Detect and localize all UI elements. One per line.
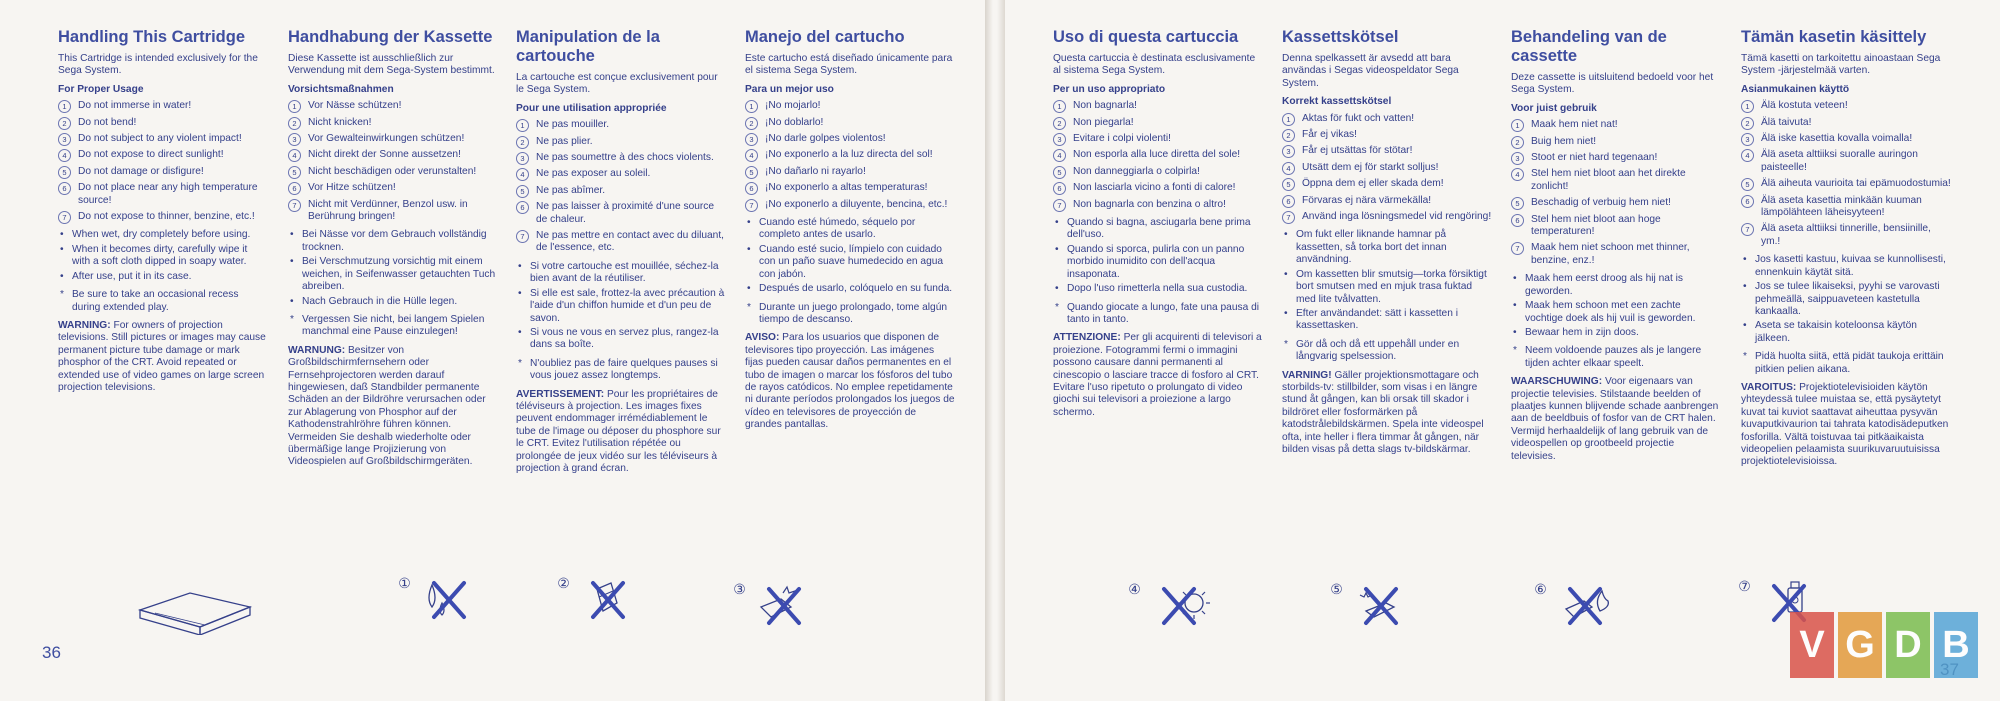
precaution-text: ¡No darle golpes violentos! [765,133,886,145]
precaution-text: Öppna dem ej eller skada dem! [1302,178,1444,190]
item-number: 3 [1282,145,1295,158]
precaution-item [1053,117,1263,129]
care-tip: • Si vous ne vous en servez plus, rangez-la dans sa boîte. [516,327,726,352]
precaution-text: ¡No dañarlo ni rayarlo! [765,165,866,177]
item-number: 6 [58,182,71,195]
page-number-left: 36 [42,643,61,662]
warning-text: Projektiotelevisioiden käytön yhteydessä tulee muistaa se, että pysäytetyt kuvat tai kuviot saattavat aiheuttaa pysyvän kuvaputkivaurion tai tahrata katodisädeputken fosforilla. Vältä toistuvaa tai pitkäaikaista videopelien pelaamista suurikuvaruutuisissa projektiotelevisioissa. [1741,381,1949,468]
rest-note: * Durante un juego prolongado, tome algún tiempo de descanso. [745,302,955,327]
item-number: 2 [516,136,529,149]
precaution-text: Förvaras ej nära värmekälla! [1302,194,1432,206]
precaution-list [1053,100,1263,211]
precaution-item [1282,113,1492,125]
care-tip: • Jos kasetti kastuu, kuivaa se kunnollisesti, ennenkuin käytät sitä. [1741,254,1951,279]
precaution-text: Non lasciarla vicino a fonti di calore! [1073,182,1236,194]
precaution-item [288,199,498,224]
precaution-text: Evitare i colpi violenti! [1073,133,1171,145]
item-number: 4 [516,168,529,181]
precaution-text: Do not expose to thinner, benzine, etc.! [78,211,255,223]
item-number: 1 [1282,113,1295,126]
precaution-item [745,199,955,211]
care-tip: • Quando si bagna, asciugarla bene prima dell'uso. [1053,217,1263,242]
item-number: 3 [516,152,529,165]
item-number: 3 [1053,133,1066,146]
precaution-text: Non piegarla! [1073,116,1134,128]
item-number: 4 [288,149,301,162]
prohibited-cross-icon [1570,589,1600,623]
precaution-item [1282,162,1492,174]
care-tip: • Jos se tulee likaiseksi, pyyhi se varovasti pehmeällä, saippuaveteen kastetulla kankaalla. [1741,281,1951,318]
item-number: 2 [1511,136,1524,149]
precaution-item [1282,129,1492,141]
item-number: 5 [1053,166,1066,179]
precaution-item [1511,168,1721,193]
care-tip: • When wet, dry completely before using. [58,229,268,241]
precaution-text: Do not damage or disfigure! [78,165,204,177]
item-number: 6 [288,182,301,195]
precaution-item [1282,145,1492,157]
precaution-item [58,211,268,223]
care-tip: • When it becomes dirty, carefully wipe it with a soft cloth dipped in soapy water. [58,244,268,269]
precaution-text: Buig hem niet! [1531,135,1597,147]
precaution-text: Nicht beschädigen oder verunstalten! [308,165,477,177]
column-title: Handling This Cartridge [58,28,246,46]
language-column [1511,28,1721,469]
precaution-item [745,182,955,194]
rest-note: * Vergessen Sie nicht, bei langem Spielen manchmal eine Pause einzulegen! [288,314,498,339]
precaution-text: Stel hem niet bloot aan het direkte zonlicht! [1531,168,1686,192]
warning-label: WAARSCHUWING: [1511,376,1603,388]
language-column [1282,28,1492,462]
warning-text: Voor eigenaars van projectie televisies. Stilstaande beelden of plaatjes kunnen blijvende schade aanbrengen aan de beeldbuis of fosfor van de CRT halen. Vermijd herhaaldelijk of lang gebruik van de videospellen op grootbeeld projectie televisies. [1511,376,1719,462]
precaution-item [1053,199,1263,211]
impact-icon [755,581,825,631]
care-tips-list [1053,217,1263,295]
warning-paragraph [516,389,726,476]
precaution-text: Non bagnarla! [1073,100,1138,112]
item-number: 7 [288,199,301,212]
usage-heading: For Proper Usage [58,83,144,95]
language-column [1053,28,1263,425]
care-tip: • Cuando esté húmedo, séquelo por completo antes de usarlo. [745,217,955,242]
item-number: 5 [1511,197,1524,210]
precaution-text: Vor Nässe schützen! [308,100,402,112]
precaution-text: Ne pas mettre en contact avec du diluant, de l'essence, etc. [536,230,725,254]
item-number: 3 [1741,133,1754,146]
precaution-text: Älä aiheuta vaurioita tai epämuodostumia! [1761,178,1951,190]
item-number: 4 [745,149,758,162]
item-number: 5 [288,166,301,179]
item-number: 3 [1511,152,1524,165]
precaution-text: Nicht direkt der Sonne aussetzen! [308,149,461,161]
precaution-item [1511,197,1721,209]
warning-label: VARNING! [1282,369,1332,381]
item-number: 5 [745,166,758,179]
precaution-list [745,100,955,211]
item-number: 6 [1741,195,1754,208]
warning-paragraph [1053,332,1263,419]
logo-letter: D [1886,612,1930,678]
item-number: 7 [1741,223,1754,236]
precaution-text: Vor Hitze schützen! [308,182,396,194]
vgdb-watermark-logo [1790,612,1990,682]
rest-note: * Gör då och då ett uppehåll under en långvarig spelsession. [1282,339,1492,364]
prohibited-cross-icon [1164,589,1194,623]
language-column [745,28,955,438]
usage-heading: Pour une utilisation appropriée [516,102,667,114]
column-title: Uso di questa cartuccia [1053,28,1239,46]
item-number: 3 [745,133,758,146]
column-title: Manejo del cartucho [745,28,905,46]
item-number: 4 [58,149,71,162]
care-tip: • Después de usarlo, colóquelo en su funda. [745,283,955,295]
precaution-item [1511,152,1721,164]
item-number: 7 [745,199,758,212]
illustration-number: ② [557,575,570,591]
precaution-text: Non bagnarla con benzina o altro! [1073,198,1226,210]
item-number: 7 [1282,211,1295,224]
illustration-number: ④ [1128,581,1141,597]
care-tip: • After use, put it in its case. [58,271,268,283]
precaution-text: ¡No exponerlo a diluyente, bencina, etc.! [765,198,948,210]
column-title: Manipulation de la cartouche [516,28,660,65]
precaution-item [1053,133,1263,145]
precaution-text: Älä aseta kasettia minkään kuuman lämpölähteen läheisyyteen! [1761,194,1922,219]
precaution-list [58,100,268,223]
column-intro: Diese Kassette ist ausschließlich zur Verwendung mit dem Sega-System bestimmt. [288,53,495,77]
precaution-text: Vor Gewalteinwirkungen schützen! [308,133,465,145]
warning-paragraph [1511,376,1721,463]
column-intro: Denna spelkassett är avsedd att bara användas i Segas videospeldator Sega System. [1282,53,1459,89]
precaution-item [1282,178,1492,190]
item-number: 1 [516,119,529,132]
precaution-item [288,133,498,145]
precaution-text: Stoot er niet hard tegenaan! [1531,152,1658,164]
item-number: 3 [58,133,71,146]
usage-heading: Korrekt kassettskötsel [1282,96,1392,108]
warning-paragraph [745,332,955,431]
precaution-item [1741,117,1951,129]
precaution-text: Do not place near any high temperature source! [78,182,258,206]
illustration-number: ⑥ [1534,581,1547,597]
logo-letter: G [1838,612,1882,678]
item-number: 1 [745,100,758,113]
prohibited-cross-icon [769,589,799,623]
sun-icon [1150,581,1220,631]
precaution-text: Stel hem niet bloot aan hoge temperaturen! [1531,213,1661,238]
precaution-text: Utsätt dem ej för starkt solljus! [1302,161,1439,173]
precaution-text: Do not expose to direct sunlight! [78,149,224,161]
illustration-number: ⑤ [1330,581,1343,597]
warning-text: Pour les propriétaires de téléviseurs à projection. Les images fixes peuvent endommager irrémédiablement le tube de l'image ou déposer du phosphore sur le CRT. Evitez l'utilisation répétée ou prolongée de jeux vidéo sur les téléviseurs à projection à grand écran. [516,388,721,474]
precaution-text: Ne pas laisser à proximité d'une source de chaleur. [536,201,715,225]
precaution-text: Älä iske kasettia kovalla voimalla! [1761,133,1913,145]
care-tip: • Om kassetten blir smutsig—torka försiktigt bort smutsen med en mjuk trasa fuktad med lite tvålvatten. [1282,269,1492,306]
care-tip: • Efter användandet: sätt i kassetten i kassettasken. [1282,308,1492,333]
precaution-item [58,117,268,129]
item-number: 1 [288,100,301,113]
item-number: 2 [1053,117,1066,130]
rest-note: * Quando giocate a lungo, fate una pausa di tanto in tanto. [1053,302,1263,327]
warning-text: Para los usuarios que disponen de televisores tipo proyección. Las imágenes fijas pueden causar daños permanentes en el tubo de imagen o marcar los fósforos del tubo de rayos catódicos. No emplee repetidamente ni durante períodos prolongados los juegos de vídeo en televisores de proyección de grandes pantallas. [745,332,955,431]
precaution-item [1053,100,1263,112]
precaution-text: Do not immerse in water! [78,100,192,112]
heat-icon [1556,581,1626,631]
precaution-item [516,230,726,255]
precaution-item [516,168,726,180]
precaution-text: Älä taivuta! [1761,116,1812,128]
precaution-item [745,149,955,161]
precaution-item [288,182,498,194]
precaution-item [58,166,268,178]
warning-label: AVISO: [745,332,780,344]
precaution-text: Får ej vikas! [1302,129,1357,141]
precaution-item [1741,149,1951,174]
language-column [288,28,498,475]
item-number: 2 [58,117,71,130]
precaution-text: Nicht mit Verdünner, Benzol usw. in Berührung bringen! [308,198,468,223]
item-number: 7 [1053,199,1066,212]
care-tips-list [58,229,268,283]
precaution-list [516,119,726,255]
warning-text: Per gli acquirenti di televisori a proiezione. Fotogrammi fermi o immagini possono causare danni permanenti al cinescopio o lasciare tracce di fosforo al CRT. Evitare l'uso ripetuto o prolungato di video giochi sui televisori a proiezione a largo schermo. [1053,332,1262,418]
illustration-number: ① [398,575,411,591]
precaution-text: Non danneggiarla o colpirla! [1073,165,1200,177]
precaution-item [1741,195,1951,220]
precaution-text: Ne pas exposer au soleil. [536,168,651,180]
precaution-item [1511,214,1721,239]
item-number: 1 [1741,100,1754,113]
precaution-item [1053,166,1263,178]
care-tips-list [1282,229,1492,332]
precaution-item [745,166,955,178]
usage-heading: Per un uso appropriato [1053,83,1166,95]
prohibited-cross-icon [593,583,623,617]
precaution-item [58,182,268,207]
warning-paragraph [288,345,498,469]
care-tip: • Maak hem eerst droog als hij nat is geworden. [1511,273,1721,298]
item-number: 6 [1053,182,1066,195]
precaution-item [288,149,498,161]
precaution-item [1511,119,1721,131]
precaution-item [1511,242,1721,267]
precaution-text: Maak hem niet nat! [1531,119,1618,131]
item-number: 1 [58,100,71,113]
precaution-list [1511,119,1721,267]
precaution-text: Får ej utsättas för stötar! [1302,145,1413,157]
precaution-item [58,100,268,112]
precaution-text: Använd inga lösningsmedel vid rengöring! [1302,211,1492,223]
item-number: 4 [1511,168,1524,181]
care-tip: • Si elle est sale, frottez-la avec précaution à l'aide d'un chiffon humide et d'un peu de savon. [516,288,726,325]
language-column [1741,28,1951,475]
logo-letter: V [1790,612,1834,678]
rest-note: * Be sure to take an occasional recess during extended play. [58,289,268,314]
care-tip: • Dopo l'uso rimetterla nella sua custodia. [1053,283,1263,295]
item-number: 4 [1282,162,1295,175]
item-number: 1 [1511,119,1524,132]
precaution-item [288,166,498,178]
care-tip: • Cuando esté sucio, límpielo con cuidado con un paño suave humedecido en agua con jabón. [745,244,955,281]
precaution-text: Non esporla alla luce diretta del sole! [1073,149,1241,161]
book-gutter [985,0,1005,701]
item-number: 6 [1282,195,1295,208]
column-intro: Questa cartuccia è destinata esclusivamente al sistema Sega System. [1053,53,1256,77]
precaution-text: Älä aseta alttiiksi tinnerille, bensiinille, ym.! [1761,223,1931,247]
rest-note: * N'oubliez pas de faire quelques pauses si vous jouez assez longtemps. [516,358,726,383]
precaution-item [1741,178,1951,190]
precaution-text: Ne pas plier. [536,135,593,147]
precaution-text: Do not bend! [78,116,137,128]
precaution-item [516,185,726,197]
item-number: 3 [288,133,301,146]
care-tip: • Bei Nässe vor dem Gebrauch vollständig trocknen. [288,229,498,254]
item-number: 6 [516,201,529,214]
care-tip: • Aseta se takaisin koteloonsa käytön jälkeen. [1741,320,1951,345]
column-intro: Este cartucho está diseñado únicamente para el sistema Sega System. [745,53,953,77]
column-title: Behandeling van de cassette [1511,28,1667,65]
bend-cartridge-icon [579,575,649,625]
warning-paragraph [1282,370,1492,457]
precaution-text: Ne pas soumettre à des chocs violents. [536,152,714,164]
precaution-text: ¡No doblarlo! [765,116,824,128]
care-tip: • Quando si sporca, pulirla con un panno morbido inumidito con dell'acqua insaponata. [1053,244,1263,281]
item-number: 7 [1511,242,1524,255]
precaution-item [1741,100,1951,112]
item-number: 2 [745,117,758,130]
item-number: 4 [1053,149,1066,162]
precaution-item [1741,133,1951,145]
precaution-item [745,100,955,112]
precaution-text: ¡No mojarlo! [765,100,821,112]
cartridge-illustration [135,585,255,635]
precaution-text: Nicht knicken! [308,116,372,128]
precaution-item [516,201,726,226]
care-tip: • Om fukt eller liknande hamnar på kassetten, så torka bort det innan användning. [1282,229,1492,266]
damage-icon [1352,581,1422,631]
illustration-number: ⑦ [1738,578,1751,594]
item-number: 6 [745,182,758,195]
precaution-item [516,119,726,131]
precaution-text: Beschadig of verbuig hem niet! [1531,197,1671,209]
precaution-text: Maak hem niet schoon met thinner, benzine, enz.! [1531,242,1690,266]
item-number: 5 [1282,178,1295,191]
prohibited-cross-icon [434,583,464,617]
item-number: 2 [1282,129,1295,142]
precaution-text: ¡No exponerlo a altas temperaturas! [765,182,928,194]
column-title: Handhabung der Kassette [288,28,493,46]
usage-heading: Para un mejor uso [745,83,834,95]
precaution-item [745,133,955,145]
care-tip: • Bewaar hem in zijn doos. [1511,327,1721,339]
precaution-item [1282,211,1492,223]
column-intro: This Cartridge is intended exclusively for the Sega System. [58,53,258,77]
warning-text: Gäller projektionsmottagare och storbilds-tv: stillbilder, som visas i en längre stund åt gången, kan bli orsak till skador i bildröret eller fosformärken på katodstrålebildskärmen. Spela inte videospel ofta, inte heller i flera timmar åt gången, när bilden visas på detta slags tv-bildskärmar. [1282,369,1484,455]
warning-text: For owners of projection televisions. Still pictures or images may cause permanent picture tube damage or mark phosphor of the CRT. Avoid repeated or extended use of video games on large screen projection televisions. [58,319,266,393]
care-tips-list [516,261,726,352]
precaution-item [1741,223,1951,248]
item-number: 5 [516,185,529,198]
precaution-text: ¡No exponerlo a la luz directa del sol! [765,149,933,161]
logo-letter: B [1934,612,1978,678]
usage-heading: Vorsichtsmaßnahmen [288,83,394,95]
warning-label: ATTENZIONE: [1053,332,1121,344]
precaution-text: Aktas för fukt och vatten! [1302,112,1415,124]
column-intro: Tämä kasetti on tarkoitettu ainoastaan Sega System -järjestelmää varten. [1741,53,1941,77]
precaution-list [1282,113,1492,224]
care-tip: • Nach Gebrauch in die Hülle legen. [288,296,498,308]
warning-label: VAROITUS: [1741,381,1797,393]
care-tip: • Si votre cartouche est mouillée, séchez-la bien avant de la réutiliser. [516,261,726,286]
care-tips-list [1511,273,1721,339]
warning-paragraph [58,320,268,394]
column-intro: La cartouche est conçue exclusivement pour le Sega System. [516,72,718,96]
precaution-item [288,117,498,129]
rest-note: * Pidä huolta siitä, että pidät taukoja erittäin pitkien pelien aikana. [1741,351,1951,376]
item-number: 5 [58,166,71,179]
care-tips-list [288,229,498,307]
water-drop-icon [420,575,490,625]
precaution-item [1053,149,1263,161]
item-number: 6 [1511,214,1524,227]
care-tip: • Bei Verschmutzung vorsichtig mit einem weichen, in Seifenwasser getauchten Tuch abreiben. [288,256,498,293]
column-intro: Deze cassette is uitsluitend bedoeld voor het Sega System. [1511,72,1714,96]
precaution-list [288,100,498,223]
precaution-item [58,133,268,145]
warning-label: WARNING: [58,319,111,331]
language-column [516,28,726,481]
care-tip: • Maak hem schoon met een zachte vochtige doek als hij vuil is geworden. [1511,300,1721,325]
precaution-item [288,100,498,112]
precaution-list [1741,100,1951,248]
precaution-item [516,136,726,148]
rest-note: * Neem voldoende pauzes als je langere tijden achter elkaar speelt. [1511,345,1721,370]
warning-label: WARNUNG: [288,344,346,356]
item-number: 7 [516,230,529,243]
usage-heading: Asianmukainen käyttö [1741,83,1850,95]
illustration-number: ③ [733,581,746,597]
precaution-text: Älä kostuta veteen! [1761,100,1848,112]
precaution-item [516,152,726,164]
precaution-item [1511,136,1721,148]
warning-text: Besitzer von Großbildschirmfernsehern oder Fernsehprojectoren werden darauf hingewiesen, daß Standbilder permanente Schäden an der Bildröhre verursachen oder zur Ablagerung von Phosphor auf der Kathodenstrahlröhre führen können. Vermeiden Sie deshalb wiederholte oder übermäßige lange Projizierung von Videospielen auf Großbildschirmgeräten. [288,344,486,468]
precaution-item [745,117,955,129]
usage-heading: Voor juist gebruik [1511,102,1597,114]
precaution-item [58,149,268,161]
precaution-text: Ne pas abîmer. [536,184,606,196]
precaution-item [1053,182,1263,194]
precaution-text: Ne pas mouiller. [536,119,610,131]
column-title: Tämän kasetin käsittely [1741,28,1927,46]
item-number: 4 [1741,149,1754,162]
item-number: 7 [58,211,71,224]
precaution-item [1282,195,1492,207]
item-number: 2 [288,117,301,130]
care-tips-list [1741,254,1951,345]
column-title: Kassettskötsel [1282,28,1399,46]
item-number: 5 [1741,178,1754,191]
warning-label: AVERTISSEMENT: [516,388,605,400]
language-column [58,28,268,400]
warning-paragraph [1741,382,1951,469]
care-tips-list [745,217,955,295]
item-number: 2 [1741,117,1754,130]
precaution-text: Älä aseta alttiiksi suoralle auringon paisteelle! [1761,149,1918,173]
item-number: 1 [1053,100,1066,113]
precaution-text: Do not subject to any violent impact! [78,133,242,145]
